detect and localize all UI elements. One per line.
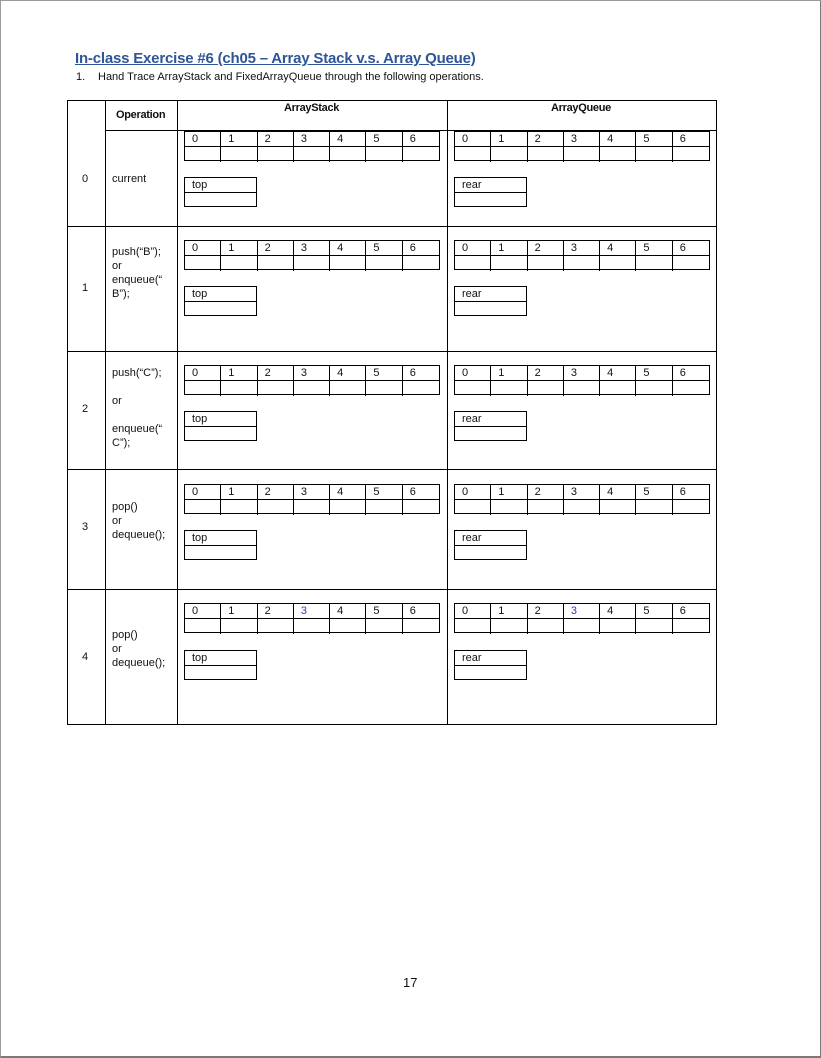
array-index-cell: 5: [636, 241, 672, 256]
array-value-cell[interactable]: [673, 619, 709, 634]
array-value-cell[interactable]: [636, 500, 672, 515]
array-index-cell: 0: [455, 604, 491, 619]
array-value-cell[interactable]: [403, 381, 439, 396]
queue-pointer-value[interactable]: [455, 546, 526, 561]
operation-line: or: [112, 515, 122, 527]
queue-array: [454, 131, 710, 161]
array-index-cell: 0: [185, 366, 221, 381]
array-value-cell[interactable]: [221, 381, 257, 396]
trace-table: [67, 100, 717, 725]
queue-pointer-value[interactable]: [455, 427, 526, 442]
array-index-cell: 2: [258, 241, 294, 256]
stack-pointer-label: top: [185, 412, 256, 427]
array-index-cell: 5: [366, 241, 402, 256]
array-value-cell[interactable]: [564, 256, 600, 271]
array-index-cell: 2: [528, 241, 564, 256]
stack-pointer-box: [184, 411, 257, 441]
stack-array: [184, 131, 440, 161]
stack-pointer-box: [184, 286, 257, 316]
operation-line: C”);: [112, 437, 131, 449]
array-index-cell: 6: [673, 485, 709, 500]
stack-pointer-value[interactable]: [185, 546, 256, 561]
operation-line: B”);: [112, 288, 130, 300]
operation-cell: [112, 245, 178, 301]
array-value-cell[interactable]: [673, 381, 709, 396]
array-value-cell[interactable]: [673, 256, 709, 271]
array-value-cell[interactable]: [330, 619, 366, 634]
array-value-cell[interactable]: [294, 619, 330, 634]
queue-pointer-label: rear: [455, 412, 526, 427]
array-value-cell[interactable]: [221, 619, 257, 634]
array-index-cell: 4: [600, 366, 636, 381]
array-index-cell: 1: [221, 132, 257, 147]
array-index-cell: 1: [221, 485, 257, 500]
array-index-cell: 1: [491, 604, 527, 619]
operation-line: push(“C”);: [112, 367, 162, 379]
stack-pointer-box: [184, 650, 257, 680]
stack-array: [184, 365, 440, 395]
array-index-cell: 5: [636, 485, 672, 500]
row-number: 0: [82, 173, 89, 185]
queue-pointer-label: rear: [455, 178, 526, 193]
array-index-cell: 0: [455, 485, 491, 500]
array-value-cell[interactable]: [564, 147, 600, 162]
array-value-cell[interactable]: [600, 500, 636, 515]
array-index-cell: 5: [636, 132, 672, 147]
array-value-cell[interactable]: [636, 147, 672, 162]
array-index-cell: 4: [330, 366, 366, 381]
array-index-cell: 6: [403, 604, 439, 619]
array-index-cell: 4: [330, 485, 366, 500]
col-divider: [105, 101, 106, 724]
arrayqueue-header: ArrayQueue: [551, 102, 611, 114]
row-divider: [68, 469, 716, 470]
array-value-cell[interactable]: [330, 381, 366, 396]
array-index-cell: 1: [491, 366, 527, 381]
array-index-cell: 2: [258, 132, 294, 147]
queue-pointer-value[interactable]: [455, 193, 526, 208]
array-index-cell: 4: [600, 132, 636, 147]
array-index-cell: 3: [564, 241, 600, 256]
queue-pointer-box: [454, 530, 527, 560]
array-value-cell[interactable]: [455, 256, 491, 271]
stack-pointer-box: [184, 177, 257, 207]
array-value-cell[interactable]: [330, 256, 366, 271]
array-index-cell: 5: [366, 604, 402, 619]
stack-array: [184, 603, 440, 633]
array-index-cell: 1: [221, 241, 257, 256]
array-value-cell[interactable]: [330, 500, 366, 515]
array-value-cell[interactable]: [564, 619, 600, 634]
array-index-cell: 5: [636, 366, 672, 381]
operation-line: dequeue();: [112, 529, 166, 541]
array-index-cell: 2: [528, 132, 564, 147]
array-value-cell[interactable]: [403, 619, 439, 634]
array-index-cell: 2: [258, 604, 294, 619]
array-value-cell[interactable]: [528, 500, 564, 515]
array-value-cell[interactable]: [185, 500, 221, 515]
row-divider: [68, 351, 716, 352]
stack-pointer-value[interactable]: [185, 193, 256, 208]
array-index-cell: 1: [491, 485, 527, 500]
stack-pointer-label: top: [185, 178, 256, 193]
stack-pointer-label: top: [185, 531, 256, 546]
array-value-cell[interactable]: [491, 500, 527, 515]
row-number: 2: [82, 403, 89, 415]
array-index-cell: 3: [294, 132, 330, 147]
array-index-cell: 6: [403, 241, 439, 256]
array-index-cell: 6: [673, 604, 709, 619]
array-value-cell[interactable]: [185, 256, 221, 271]
array-value-cell[interactable]: [258, 381, 294, 396]
queue-pointer-value[interactable]: [455, 666, 526, 681]
array-index-cell: 3: [294, 604, 330, 619]
row-number: 4: [82, 651, 89, 663]
array-index-cell: 4: [600, 241, 636, 256]
instruction-number: 1.: [76, 71, 86, 83]
array-index-cell: 5: [366, 366, 402, 381]
operation-line: or: [112, 260, 122, 272]
array-index-cell: 0: [185, 241, 221, 256]
operation-line: pop(): [112, 629, 138, 641]
array-value-cell[interactable]: [528, 147, 564, 162]
operation-line: dequeue();: [112, 657, 166, 669]
array-index-cell: 0: [185, 485, 221, 500]
array-value-cell[interactable]: [366, 500, 402, 515]
array-index-cell: 3: [564, 366, 600, 381]
array-value-cell[interactable]: [564, 381, 600, 396]
array-value-cell[interactable]: [258, 147, 294, 162]
array-value-cell[interactable]: [455, 381, 491, 396]
array-value-cell[interactable]: [366, 381, 402, 396]
array-value-cell[interactable]: [403, 500, 439, 515]
array-index-cell: 0: [185, 132, 221, 147]
operation-line: pop(): [112, 501, 138, 513]
array-value-cell[interactable]: [600, 619, 636, 634]
array-value-cell[interactable]: [564, 500, 600, 515]
array-value-cell[interactable]: [673, 500, 709, 515]
operation-line: or: [112, 643, 122, 655]
array-value-cell[interactable]: [221, 147, 257, 162]
operation-cell: [112, 172, 178, 186]
operation-cell: [112, 628, 178, 670]
array-index-cell: 3: [294, 241, 330, 256]
array-index-cell: 4: [600, 485, 636, 500]
array-index-cell: 6: [403, 485, 439, 500]
array-index-cell: 2: [528, 604, 564, 619]
array-index-cell: 5: [366, 485, 402, 500]
array-value-cell[interactable]: [330, 147, 366, 162]
array-index-cell: 6: [673, 132, 709, 147]
stack-pointer-value[interactable]: [185, 666, 256, 681]
page-number: 17: [403, 975, 418, 990]
array-index-cell: 1: [221, 604, 257, 619]
operation-header: Operation: [116, 109, 166, 121]
row-number: 1: [82, 282, 89, 294]
stack-pointer-label: top: [185, 651, 256, 666]
array-index-cell: 0: [185, 604, 221, 619]
array-index-cell: 0: [455, 366, 491, 381]
array-index-cell: 3: [564, 485, 600, 500]
array-index-cell: 2: [528, 485, 564, 500]
array-value-cell[interactable]: [636, 619, 672, 634]
array-value-cell[interactable]: [491, 381, 527, 396]
array-value-cell[interactable]: [258, 619, 294, 634]
queue-pointer-label: rear: [455, 287, 526, 302]
array-value-cell[interactable]: [221, 256, 257, 271]
stack-pointer-value[interactable]: [185, 427, 256, 442]
array-value-cell[interactable]: [491, 147, 527, 162]
array-value-cell[interactable]: [455, 500, 491, 515]
stack-pointer-box: [184, 530, 257, 560]
array-index-cell: 1: [491, 132, 527, 147]
array-value-cell[interactable]: [636, 256, 672, 271]
operation-cell: [112, 500, 178, 542]
stack-pointer-label: top: [185, 287, 256, 302]
operation-line: [112, 380, 178, 394]
array-index-cell: 4: [600, 604, 636, 619]
array-value-cell[interactable]: [600, 147, 636, 162]
array-index-cell: 2: [258, 366, 294, 381]
array-index-cell: 6: [403, 366, 439, 381]
array-index-cell: 5: [636, 604, 672, 619]
array-index-cell: 3: [564, 604, 600, 619]
row-divider: [68, 589, 716, 590]
operation-line: enqueue(“: [112, 274, 163, 286]
queue-pointer-label: rear: [455, 531, 526, 546]
array-value-cell[interactable]: [455, 147, 491, 162]
array-index-cell: 2: [258, 485, 294, 500]
queue-array: [454, 484, 710, 514]
array-index-cell: 0: [455, 132, 491, 147]
array-value-cell[interactable]: [600, 381, 636, 396]
array-value-cell[interactable]: [528, 381, 564, 396]
queue-array: [454, 240, 710, 270]
array-value-cell[interactable]: [258, 256, 294, 271]
array-index-cell: 2: [528, 366, 564, 381]
operation-line: push(“B”);: [112, 246, 161, 258]
array-value-cell[interactable]: [600, 256, 636, 271]
array-value-cell[interactable]: [528, 619, 564, 634]
page-title: In-class Exercise #6 (ch05 – Array Stack v.s. Array Queue): [75, 50, 476, 67]
array-value-cell[interactable]: [455, 619, 491, 634]
array-index-cell: 6: [403, 132, 439, 147]
array-value-cell[interactable]: [366, 619, 402, 634]
array-value-cell[interactable]: [294, 381, 330, 396]
arraystack-header: ArrayStack: [284, 102, 340, 114]
array-value-cell[interactable]: [185, 619, 221, 634]
array-value-cell[interactable]: [294, 500, 330, 515]
array-value-cell[interactable]: [366, 147, 402, 162]
array-value-cell[interactable]: [636, 381, 672, 396]
queue-pointer-box: [454, 650, 527, 680]
array-value-cell[interactable]: [673, 147, 709, 162]
array-index-cell: 1: [491, 241, 527, 256]
queue-array: [454, 365, 710, 395]
queue-pointer-box: [454, 286, 527, 316]
stack-array: [184, 484, 440, 514]
array-value-cell[interactable]: [258, 500, 294, 515]
instruction: [76, 71, 484, 83]
col-divider: [447, 101, 448, 724]
array-value-cell[interactable]: [403, 256, 439, 271]
array-index-cell: 4: [330, 604, 366, 619]
queue-array: [454, 603, 710, 633]
array-index-cell: 3: [294, 485, 330, 500]
array-index-cell: 6: [673, 241, 709, 256]
stack-pointer-value[interactable]: [185, 302, 256, 317]
array-index-cell: 0: [455, 241, 491, 256]
array-index-cell: 5: [366, 132, 402, 147]
array-value-cell[interactable]: [221, 500, 257, 515]
queue-pointer-value[interactable]: [455, 302, 526, 317]
array-value-cell[interactable]: [185, 147, 221, 162]
queue-pointer-box: [454, 411, 527, 441]
array-value-cell[interactable]: [294, 256, 330, 271]
array-value-cell[interactable]: [491, 619, 527, 634]
operation-line: or: [112, 395, 122, 407]
queue-pointer-box: [454, 177, 527, 207]
operation-cell: [112, 366, 178, 450]
array-index-cell: 6: [673, 366, 709, 381]
operation-line: [112, 408, 178, 422]
array-index-cell: 4: [330, 241, 366, 256]
array-value-cell[interactable]: [294, 147, 330, 162]
row-number: 3: [82, 521, 89, 533]
operation-line: current: [112, 173, 147, 185]
array-index-cell: 4: [330, 132, 366, 147]
array-value-cell[interactable]: [366, 256, 402, 271]
instruction-text: Hand Trace ArrayStack and FixedArrayQueue through the following operations.: [98, 71, 484, 83]
array-index-cell: 3: [564, 132, 600, 147]
array-value-cell[interactable]: [528, 256, 564, 271]
operation-line: enqueue(“: [112, 423, 163, 435]
queue-pointer-label: rear: [455, 651, 526, 666]
array-value-cell[interactable]: [491, 256, 527, 271]
stack-array: [184, 240, 440, 270]
row-divider: [68, 226, 716, 227]
array-index-cell: 1: [221, 366, 257, 381]
array-value-cell[interactable]: [403, 147, 439, 162]
array-value-cell[interactable]: [185, 381, 221, 396]
array-index-cell: 3: [294, 366, 330, 381]
